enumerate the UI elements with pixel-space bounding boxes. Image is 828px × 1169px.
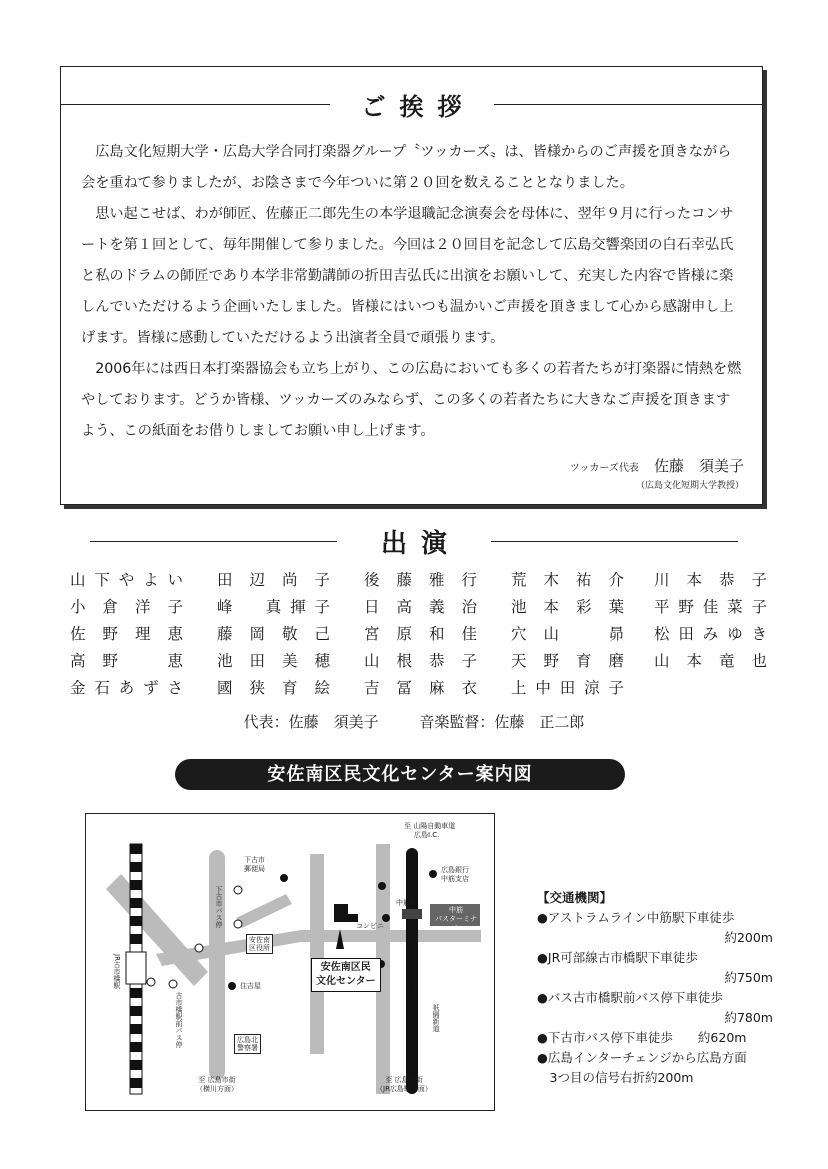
greeting-body xyxy=(81,137,744,447)
signature-name: 佐藤 須美子 xyxy=(653,457,744,475)
map-label: 古市橋駅前バス停 xyxy=(175,992,183,1048)
cast-name: 峰 真揮子 xyxy=(217,598,330,616)
map-label xyxy=(441,866,469,884)
cast-name: 國狭育絵 xyxy=(217,679,330,697)
culture-center-label-text: 文化センター xyxy=(316,976,376,987)
transport-route: ●アストラムライン中筋駅下車徒歩 xyxy=(537,910,735,925)
cast-name: 荒木祐介 xyxy=(511,571,624,589)
cast-title: 出演 xyxy=(381,528,462,559)
greeting-paragraph: 広島文化短期大学・広島大学合同打楽器グループ〝ツッカーズ〟は、皆様からのご声援を頂きながら会を重ねて参りましたが、お陰さまで今年ついに第２０回を数えることとなりました。 xyxy=(81,144,732,191)
title-rule-left xyxy=(61,104,330,105)
culture-center-building xyxy=(334,904,348,922)
credits xyxy=(0,711,828,732)
jr-station-box xyxy=(126,952,146,984)
map-label: アストラムライン xyxy=(411,942,419,998)
map-label: 下古市バス停 xyxy=(215,886,223,928)
greeting-title-row xyxy=(61,89,762,119)
cast-name: 日高義治 xyxy=(364,598,477,616)
cast-name: 松田みゆき xyxy=(654,625,767,643)
music-director: 音楽監督：佐藤 正二郎 xyxy=(419,713,585,731)
transport-route: ●広島インターチェンジから広島方面 xyxy=(537,1050,747,1065)
cast-name: 山下やよい xyxy=(70,571,183,589)
cast-name: 吉冨麻衣 xyxy=(364,679,477,697)
cast-name: 藤岡敬己 xyxy=(217,625,330,643)
road xyxy=(236,894,292,928)
cast-name: 小倉洋子 xyxy=(70,598,183,616)
greeting-paragraph: 2006年には西日本打楽器協会も立ち上がり、この広島においても多くの若者たちが打楽器に情熱を燃やしております。どうか皆様、ツッカーズのみならず、この多くの若者たちに大きなご声援を頂きますよう、この紙面をお借りしましてお願い申し上げます。 xyxy=(81,361,742,439)
cast-name: 宮原和佳 xyxy=(364,625,477,643)
map-label-text: （横川方面） xyxy=(196,1085,238,1093)
signature-role: ツッカーズ代表 xyxy=(569,463,639,474)
map-label-text: 下古市 xyxy=(244,856,265,864)
map-label: JR古市橋駅 xyxy=(113,954,121,989)
map-label-text: （JR広島駅方面） xyxy=(376,1085,432,1093)
cast-name: 天野育磨 xyxy=(511,652,624,670)
cast-title-row xyxy=(90,526,738,559)
map-label xyxy=(246,934,273,954)
map-label-text: 至 広島市街 xyxy=(198,1076,236,1084)
map-banner: 安佐南区民文化センター案内図 xyxy=(175,759,625,790)
cast-name: 金石あずさ xyxy=(70,679,183,697)
map-label-text: 安佐南 xyxy=(249,936,270,944)
transport-info xyxy=(537,888,777,1088)
transport-distance: 約200m xyxy=(724,930,773,945)
greeting-paragraph: 思い起こせば、わが師匠、佐藤正二郎先生の本学退職記念演奏会を母体に、翌年９月に行ったコンサートを第１回として、毎年開催して参りました。今回は２０回目を記念して広島交響楽団の白石幸弘氏と私のドラムの師匠であり本学非常勤講師の折田吉弘氏に出演をお願いして、充実した内容で皆様に楽しんでいただけるよう企画いたしました。皆様にはいつも温かいご声援を頂きまして心から感謝申し上げます。皆様に感動していただけるよう出演者全員で頑張ります。 xyxy=(81,206,734,346)
map-label-text: 至 山陽自動車道 xyxy=(404,822,456,830)
transport-route: ●下古市バス停下車徒歩 約620m xyxy=(537,1030,747,1045)
cast-name: 田辺尚子 xyxy=(217,571,330,589)
transport-route: ●JR可部線古市橋駅下車徒歩 xyxy=(537,950,698,965)
map-label-text: 中筋 xyxy=(449,906,463,914)
title-rule-right xyxy=(491,541,738,542)
cast-name: 後藤雅行 xyxy=(364,571,477,589)
map-label xyxy=(244,856,265,874)
cast-name: 穴山 昴 xyxy=(511,625,624,643)
map-label-text: 至 広島市街 xyxy=(385,1076,423,1084)
cast-name: 池田美穂 xyxy=(217,652,330,670)
greeting-title: ご挨拶 xyxy=(361,92,476,121)
map-label: コンビニ xyxy=(356,922,384,930)
map-label-text: 警察署 xyxy=(237,1044,258,1052)
map-drawing xyxy=(86,814,494,1110)
map-label xyxy=(196,1076,238,1094)
signature xyxy=(570,455,744,491)
transport-title: 【交通機関】 xyxy=(537,890,613,905)
signature-affiliation: （広島文化短期大学教授） xyxy=(635,481,744,491)
map-label xyxy=(432,906,480,933)
map-label: 中筋駅 xyxy=(396,899,417,907)
culture-center-label-text: 安佐南区民 xyxy=(320,962,371,973)
map-label xyxy=(404,822,455,840)
map-label: 祇園新道 xyxy=(432,1004,440,1032)
cast-list xyxy=(70,568,770,697)
map-label-text: 広島I.C. xyxy=(414,831,440,839)
transport-route: 3つ目の信号右折約200m xyxy=(537,1070,694,1085)
map-label: 住吉屋 xyxy=(240,982,261,990)
cast-name: 平野佳菜子 xyxy=(654,598,767,616)
map-label-text: 中筋支店 xyxy=(441,875,469,883)
cast-name: 上中田涼子 xyxy=(511,679,624,697)
transport-route: ●バス古市橋駅前バス停下車徒歩 xyxy=(537,990,723,1005)
access-map xyxy=(85,813,495,1111)
map-label-text: パスターミナル xyxy=(435,915,477,932)
cast-name: 山根恭子 xyxy=(364,652,477,670)
cast-name: 山本竜也 xyxy=(654,652,767,670)
map-label xyxy=(376,1076,432,1094)
cast-name: 池本彩葉 xyxy=(511,598,624,616)
transport-distance: 約750m xyxy=(724,970,773,985)
representative: 代表：佐藤 須美子 xyxy=(243,713,379,731)
culture-center-label xyxy=(311,958,381,992)
map-label-text: 区役所 xyxy=(249,944,270,952)
cast-name: 高野 恵 xyxy=(70,652,183,670)
title-rule-right xyxy=(494,104,763,105)
road xyxy=(209,850,225,1080)
map-label-text: 郵便局 xyxy=(244,865,265,873)
nakasuji-station-marker xyxy=(402,909,422,919)
title-rule-left xyxy=(90,541,337,542)
cast-name: 佐野理恵 xyxy=(70,625,183,643)
greeting-box xyxy=(60,66,763,505)
cast-name: 川本恭子 xyxy=(654,571,767,589)
map-label-text: 広島北 xyxy=(237,1036,258,1044)
map-label-text: 広島銀行 xyxy=(441,866,469,874)
map-label xyxy=(234,1034,261,1054)
road xyxy=(310,854,324,1054)
transport-distance: 約780m xyxy=(724,1010,773,1025)
